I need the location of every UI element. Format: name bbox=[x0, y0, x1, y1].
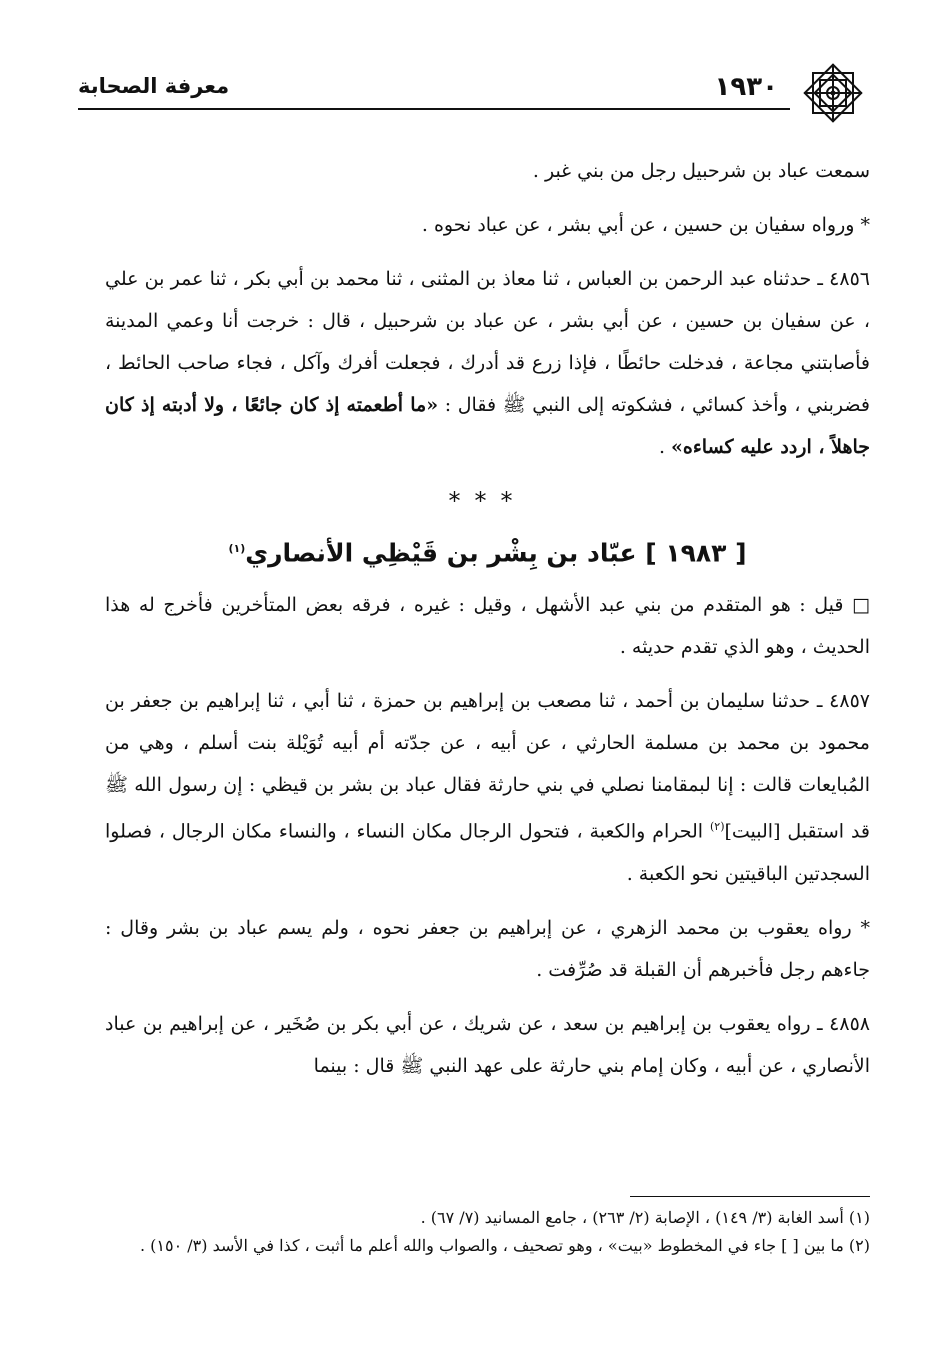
footnote-ref-2: (٢) bbox=[709, 820, 725, 834]
hadith-4857-text-a: ٤٨٥٧ ـ حدثنا سليمان بن أحمد ، ثنا مصعب بن إبراهيم بن حمزة ، ثنا أبي ، ثنا إبراهيم بن جعفر بن محمود بن محمد بن مسلمة الحارثي ، عن أبيه ، عن جدّته أم أبيه تُوَيْلة بنت أسلم ، وهي من المُبايعات قالت : إنا لبمقامنا نصلي في بني حارثة فقال عباد بن بشر بن قيظي : إن رسول الله ﷺ قد استقبل [البيت] bbox=[105, 690, 870, 843]
octagram-ornament-icon bbox=[798, 58, 868, 128]
footnotes bbox=[105, 1204, 870, 1260]
hadith-4856-end: . bbox=[658, 436, 672, 458]
hadith-4857 bbox=[105, 680, 870, 894]
hadith-4858: ٤٨٥٨ ـ رواه يعقوب بن إبراهيم بن سعد ، عن شريك ، عن أبي بكر بن صُخَير ، عن إبراهيم بن عباد الأنصاري ، عن أبيه ، وكان إمام بني حارثة على عهد النبي ﷺ قال : بينما bbox=[105, 1012, 870, 1077]
main-text bbox=[105, 150, 870, 1093]
paragraph-1: سمعت عباد بن شرحبيل رجل من بني غبر . bbox=[532, 160, 870, 182]
header-rule bbox=[78, 108, 790, 110]
paragraph-narration: * رواه يعقوب بن محمد الزهري ، عن إبراهيم بن جعفر نحوه ، ولم يسم عباد بن بشر وقال : جاءهم رجل فأخبرهم أن القبلة قد صُرِّفت . bbox=[105, 916, 870, 981]
hadith-4856-quote: «ما أطعمته إذ كان جائعًا ، ولا أدبته إذ كان جاهلاً ، اردد عليه كساءه» bbox=[105, 394, 870, 458]
paragraph-intro: □ قيل : هو المتقدم من بني عبد الأشهل ، وقيل : غيره ، فرقه بعض المتأخرين فأخرج له هذا الحديث ، وهو الذي تقدم حديثه . bbox=[105, 594, 870, 659]
footnote-ref-1: (١) bbox=[228, 542, 246, 555]
running-title: معرفة الصحابة bbox=[78, 74, 230, 98]
footnote-2: (٢) ما بين [ ] جاء في المخطوط «بيت» ، وهو تصحيف ، والصواب والله أعلم ما أثبت ، كذا في الأسد (٣/ ١٥٠) . bbox=[139, 1236, 870, 1255]
hadith-4856 bbox=[105, 258, 870, 468]
page-header bbox=[78, 62, 878, 142]
paragraph-2: * ورواه سفيان بن حسين ، عن أبي بشر ، عن عباد نحوه . bbox=[421, 214, 870, 236]
hadith-4857-text-b: الحرام والكعبة ، فتحول الرجال مكان النساء ، والنساء مكان الرجال ، فصلوا السجدتين الباقيتين نحو الكعبة . bbox=[105, 820, 870, 885]
hadith-4856-text: ٤٨٥٦ ـ حدثناه عبد الرحمن بن العباس ، ثنا معاذ بن المثنى ، ثنا محمد بن أبي بكر ، ثنا عمر بن علي ، عن سفيان بن حسين ، عن أبي بشر ، عن عباد بن شرحبيل ، قال : خرجت أنا وعمي المدينة فأصابتني مجاعة ، فدخلت حائطًا ، فإذا زرع قد أدرك ، فجعلت أفرك وآكل ، فجاء صاحب الحائط ، فضربني ، وأخذ كسائي ، فشكوته إلى النبي ﷺ فقال : bbox=[105, 268, 870, 416]
section-heading bbox=[105, 528, 870, 574]
section-heading-text: [ ١٩٨٣ ] عبّاد بن بِشْر بن قَيْظِي الأنصاري bbox=[245, 538, 747, 568]
page-number: ١٩٣٠ bbox=[714, 72, 778, 102]
footnote-rule bbox=[630, 1196, 870, 1197]
footnote-1: (١) أسد الغابة (٣/ ١٤٩) ، الإصابة (٢/ ٢٦٣) ، جامع المسانيد (٧/ ٦٧) . bbox=[420, 1208, 870, 1227]
section-divider-stars: *** bbox=[448, 487, 527, 515]
